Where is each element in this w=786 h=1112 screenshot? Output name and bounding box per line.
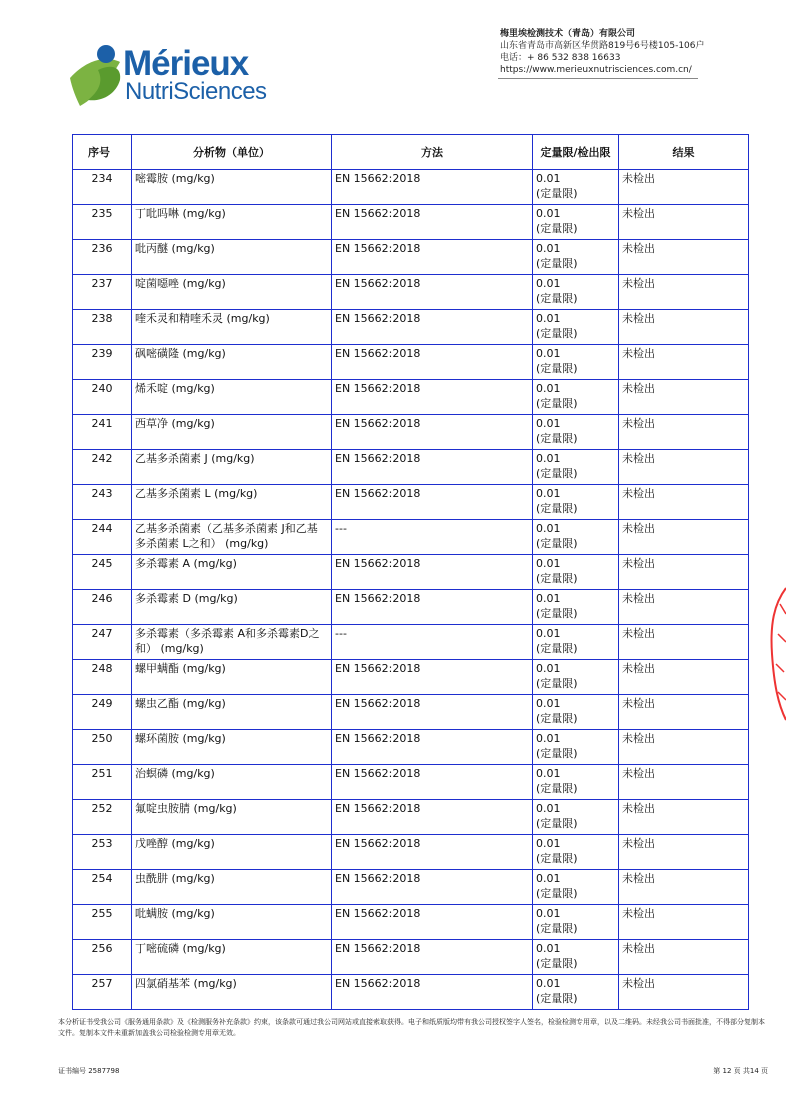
header-no: 序号 (73, 135, 132, 170)
row-result: 未检出 (619, 555, 749, 590)
loq-value: 0.01 (536, 382, 561, 395)
company-phone: 电话：+ 86 532 838 16633 (500, 53, 621, 63)
page-number: 第 12 页 共14 页 (713, 1067, 768, 1075)
row-result: 未检出 (619, 765, 749, 800)
row-result: 未检出 (619, 800, 749, 835)
row-loq (533, 975, 619, 1010)
row-number: 256 (73, 940, 132, 975)
loq-value: 0.01 (536, 627, 561, 640)
loq-value: 0.01 (536, 172, 561, 185)
row-number: 239 (73, 345, 132, 380)
table-row (73, 205, 749, 240)
logo-text-nutrisciences: NutriSciences (125, 78, 267, 105)
row-method: EN 15662:2018 (332, 380, 533, 415)
row-method: EN 15662:2018 (332, 170, 533, 205)
loq-value: 0.01 (536, 277, 561, 290)
loq-note: (定量限) (536, 222, 578, 235)
row-number: 253 (73, 835, 132, 870)
loq-note: (定量限) (536, 502, 578, 515)
row-result: 未检出 (619, 625, 749, 660)
row-method: EN 15662:2018 (332, 205, 533, 240)
row-analyte: 虫酰肼 (mg/kg) (132, 870, 332, 905)
row-analyte: 烯禾啶 (mg/kg) (132, 380, 332, 415)
loq-value: 0.01 (536, 662, 561, 675)
row-loq (533, 870, 619, 905)
red-seal-stamp-icon (766, 584, 786, 724)
row-result: 未检出 (619, 170, 749, 205)
table-row (73, 520, 749, 555)
row-analyte: 氟啶虫胺腈 (mg/kg) (132, 800, 332, 835)
table-header-row (73, 135, 749, 170)
table-row (73, 310, 749, 345)
row-loq (533, 415, 619, 450)
company-info (500, 28, 705, 76)
loq-value: 0.01 (536, 312, 561, 325)
loq-value: 0.01 (536, 977, 561, 990)
row-result: 未检出 (619, 485, 749, 520)
row-result: 未检出 (619, 240, 749, 275)
row-loq (533, 905, 619, 940)
row-number: 255 (73, 905, 132, 940)
row-loq (533, 835, 619, 870)
loq-note: (定量限) (536, 432, 578, 445)
row-method: EN 15662:2018 (332, 835, 533, 870)
table-row (73, 485, 749, 520)
table-row (73, 905, 749, 940)
row-loq (533, 520, 619, 555)
table-row (73, 870, 749, 905)
company-name: 梅里埃检测技术（青岛）有限公司 (500, 29, 636, 39)
row-loq (533, 310, 619, 345)
row-method: EN 15662:2018 (332, 730, 533, 765)
loq-note: (定量限) (536, 642, 578, 655)
table-row (73, 625, 749, 660)
row-analyte: 乙基多杀菌素 L (mg/kg) (132, 485, 332, 520)
row-loq (533, 660, 619, 695)
loq-value: 0.01 (536, 592, 561, 605)
loq-value: 0.01 (536, 417, 561, 430)
row-analyte: 螺环菌胺 (mg/kg) (132, 730, 332, 765)
loq-value: 0.01 (536, 942, 561, 955)
row-method: EN 15662:2018 (332, 450, 533, 485)
row-result: 未检出 (619, 975, 749, 1010)
loq-value: 0.01 (536, 207, 561, 220)
loq-note: (定量限) (536, 922, 578, 935)
row-result: 未检出 (619, 940, 749, 975)
certificate-number: 证书编号 2587798 (58, 1067, 120, 1075)
row-method: EN 15662:2018 (332, 695, 533, 730)
row-method: EN 15662:2018 (332, 765, 533, 800)
loq-value: 0.01 (536, 732, 561, 745)
row-method: --- (332, 625, 533, 660)
loq-note: (定量限) (536, 292, 578, 305)
table-row (73, 345, 749, 380)
row-analyte: 西草净 (mg/kg) (132, 415, 332, 450)
row-number: 245 (73, 555, 132, 590)
row-method: EN 15662:2018 (332, 485, 533, 520)
row-loq (533, 625, 619, 660)
row-result: 未检出 (619, 870, 749, 905)
row-number: 244 (73, 520, 132, 555)
table-row (73, 660, 749, 695)
row-loq (533, 345, 619, 380)
loq-note: (定量限) (536, 852, 578, 865)
row-number: 250 (73, 730, 132, 765)
row-method: EN 15662:2018 (332, 275, 533, 310)
loq-note: (定量限) (536, 537, 578, 550)
row-number: 251 (73, 765, 132, 800)
row-analyte: 乙基多杀菌素（乙基多杀菌素 J和乙基多杀菌素 L之和） (mg/kg) (132, 520, 332, 555)
loq-value: 0.01 (536, 557, 561, 570)
results-table (72, 134, 749, 1010)
loq-note: (定量限) (536, 572, 578, 585)
row-result: 未检出 (619, 695, 749, 730)
row-loq (533, 590, 619, 625)
row-loq (533, 555, 619, 590)
table-row (73, 765, 749, 800)
row-result: 未检出 (619, 730, 749, 765)
row-loq (533, 380, 619, 415)
loq-note: (定量限) (536, 397, 578, 410)
row-number: 246 (73, 590, 132, 625)
table-row (73, 800, 749, 835)
header-divider (498, 78, 698, 79)
loq-note: (定量限) (536, 607, 578, 620)
row-analyte: 砜嘧磺隆 (mg/kg) (132, 345, 332, 380)
row-analyte: 丁嘧硫磷 (mg/kg) (132, 940, 332, 975)
loq-note: (定量限) (536, 817, 578, 830)
row-loq (533, 730, 619, 765)
row-analyte: 治螟磷 (mg/kg) (132, 765, 332, 800)
row-loq (533, 205, 619, 240)
row-analyte: 多杀霉素 D (mg/kg) (132, 590, 332, 625)
row-result: 未检出 (619, 520, 749, 555)
header-result: 结果 (619, 135, 749, 170)
row-loq (533, 940, 619, 975)
table-body (73, 170, 749, 1010)
loq-note: (定量限) (536, 957, 578, 970)
row-analyte: 喹禾灵和精喹禾灵 (mg/kg) (132, 310, 332, 345)
row-number: 240 (73, 380, 132, 415)
footer-note: 本分析证书受我公司《服务通用条款》及《检测服务补充条款》约束，该条款可通过我公司网站或直接索取获得。电子和纸质版均带有我公司授权签字人签名，检验检测专用章，以及二维码。未经我公司书面批准，不得部分复制本文件。复制本文件未重新加盖我公司检验检测专用章无效。 (58, 1018, 765, 1037)
company-address: 山东省青岛市高新区华贯路819号6号楼105-106户 (500, 41, 705, 51)
row-method: EN 15662:2018 (332, 415, 533, 450)
row-number: 243 (73, 485, 132, 520)
row-method: EN 15662:2018 (332, 660, 533, 695)
logo-text-merieux: Mérieux (123, 44, 249, 83)
loq-note: (定量限) (536, 992, 578, 1005)
loq-value: 0.01 (536, 872, 561, 885)
row-method: EN 15662:2018 (332, 800, 533, 835)
loq-value: 0.01 (536, 767, 561, 780)
row-analyte: 吡螨胺 (mg/kg) (132, 905, 332, 940)
row-number: 241 (73, 415, 132, 450)
row-number: 234 (73, 170, 132, 205)
table-row (73, 940, 749, 975)
table-row (73, 730, 749, 765)
row-analyte: 螺虫乙酯 (mg/kg) (132, 695, 332, 730)
loq-value: 0.01 (536, 697, 561, 710)
table-row (73, 555, 749, 590)
row-analyte: 乙基多杀菌素 J (mg/kg) (132, 450, 332, 485)
row-number: 254 (73, 870, 132, 905)
loq-note: (定量限) (536, 187, 578, 200)
row-method: EN 15662:2018 (332, 905, 533, 940)
row-result: 未检出 (619, 590, 749, 625)
row-loq (533, 800, 619, 835)
loq-note: (定量限) (536, 887, 578, 900)
row-analyte: 螺甲螨酯 (mg/kg) (132, 660, 332, 695)
row-analyte: 多杀霉素（多杀霉素 A和多杀霉素D之和） (mg/kg) (132, 625, 332, 660)
row-method: EN 15662:2018 (332, 870, 533, 905)
row-result: 未检出 (619, 450, 749, 485)
table-row (73, 590, 749, 625)
row-analyte: 戊唑醇 (mg/kg) (132, 835, 332, 870)
loq-note: (定量限) (536, 677, 578, 690)
row-result: 未检出 (619, 205, 749, 240)
row-number: 235 (73, 205, 132, 240)
loq-value: 0.01 (536, 487, 561, 500)
row-number: 236 (73, 240, 132, 275)
loq-note: (定量限) (536, 327, 578, 340)
table-row (73, 275, 749, 310)
row-method: --- (332, 520, 533, 555)
table-row (73, 170, 749, 205)
row-method: EN 15662:2018 (332, 940, 533, 975)
header-loq: 定量限/检出限 (533, 135, 619, 170)
loq-value: 0.01 (536, 347, 561, 360)
row-number: 237 (73, 275, 132, 310)
row-analyte: 啶菌噁唑 (mg/kg) (132, 275, 332, 310)
table-row (73, 835, 749, 870)
loq-note: (定量限) (536, 712, 578, 725)
table-row (73, 380, 749, 415)
table-row (73, 415, 749, 450)
header-analyte: 分析物（单位） (132, 135, 332, 170)
row-method: EN 15662:2018 (332, 590, 533, 625)
row-number: 249 (73, 695, 132, 730)
row-analyte: 多杀霉素 A (mg/kg) (132, 555, 332, 590)
loq-note: (定量限) (536, 747, 578, 760)
row-analyte: 四氯硝基苯 (mg/kg) (132, 975, 332, 1010)
row-number: 238 (73, 310, 132, 345)
row-number: 257 (73, 975, 132, 1010)
loq-value: 0.01 (536, 452, 561, 465)
table-row (73, 240, 749, 275)
row-loq (533, 695, 619, 730)
loq-note: (定量限) (536, 257, 578, 270)
row-number: 252 (73, 800, 132, 835)
loq-value: 0.01 (536, 522, 561, 535)
row-result: 未检出 (619, 275, 749, 310)
row-result: 未检出 (619, 660, 749, 695)
loq-value: 0.01 (536, 802, 561, 815)
row-method: EN 15662:2018 (332, 345, 533, 380)
row-loq (533, 765, 619, 800)
loq-value: 0.01 (536, 242, 561, 255)
row-method: EN 15662:2018 (332, 310, 533, 345)
loq-note: (定量限) (536, 362, 578, 375)
row-loq (533, 275, 619, 310)
row-method: EN 15662:2018 (332, 240, 533, 275)
row-result: 未检出 (619, 905, 749, 940)
row-loq (533, 170, 619, 205)
loq-value: 0.01 (536, 907, 561, 920)
row-loq (533, 450, 619, 485)
row-result: 未检出 (619, 835, 749, 870)
table-row (73, 695, 749, 730)
row-number: 247 (73, 625, 132, 660)
row-loq (533, 240, 619, 275)
row-analyte: 丁吡吗啉 (mg/kg) (132, 205, 332, 240)
row-result: 未检出 (619, 310, 749, 345)
loq-note: (定量限) (536, 782, 578, 795)
row-method: EN 15662:2018 (332, 975, 533, 1010)
row-analyte: 嘧霉胺 (mg/kg) (132, 170, 332, 205)
loq-value: 0.01 (536, 837, 561, 850)
loq-note: (定量限) (536, 467, 578, 480)
company-website: https://www.merieuxnutrisciences.com.cn/ (500, 65, 692, 75)
row-result: 未检出 (619, 345, 749, 380)
table-row (73, 450, 749, 485)
row-result: 未检出 (619, 415, 749, 450)
row-loq (533, 485, 619, 520)
table-row (73, 975, 749, 1010)
header-method: 方法 (332, 135, 533, 170)
row-result: 未检出 (619, 380, 749, 415)
row-number: 242 (73, 450, 132, 485)
row-analyte: 吡丙醚 (mg/kg) (132, 240, 332, 275)
row-number: 248 (73, 660, 132, 695)
row-method: EN 15662:2018 (332, 555, 533, 590)
